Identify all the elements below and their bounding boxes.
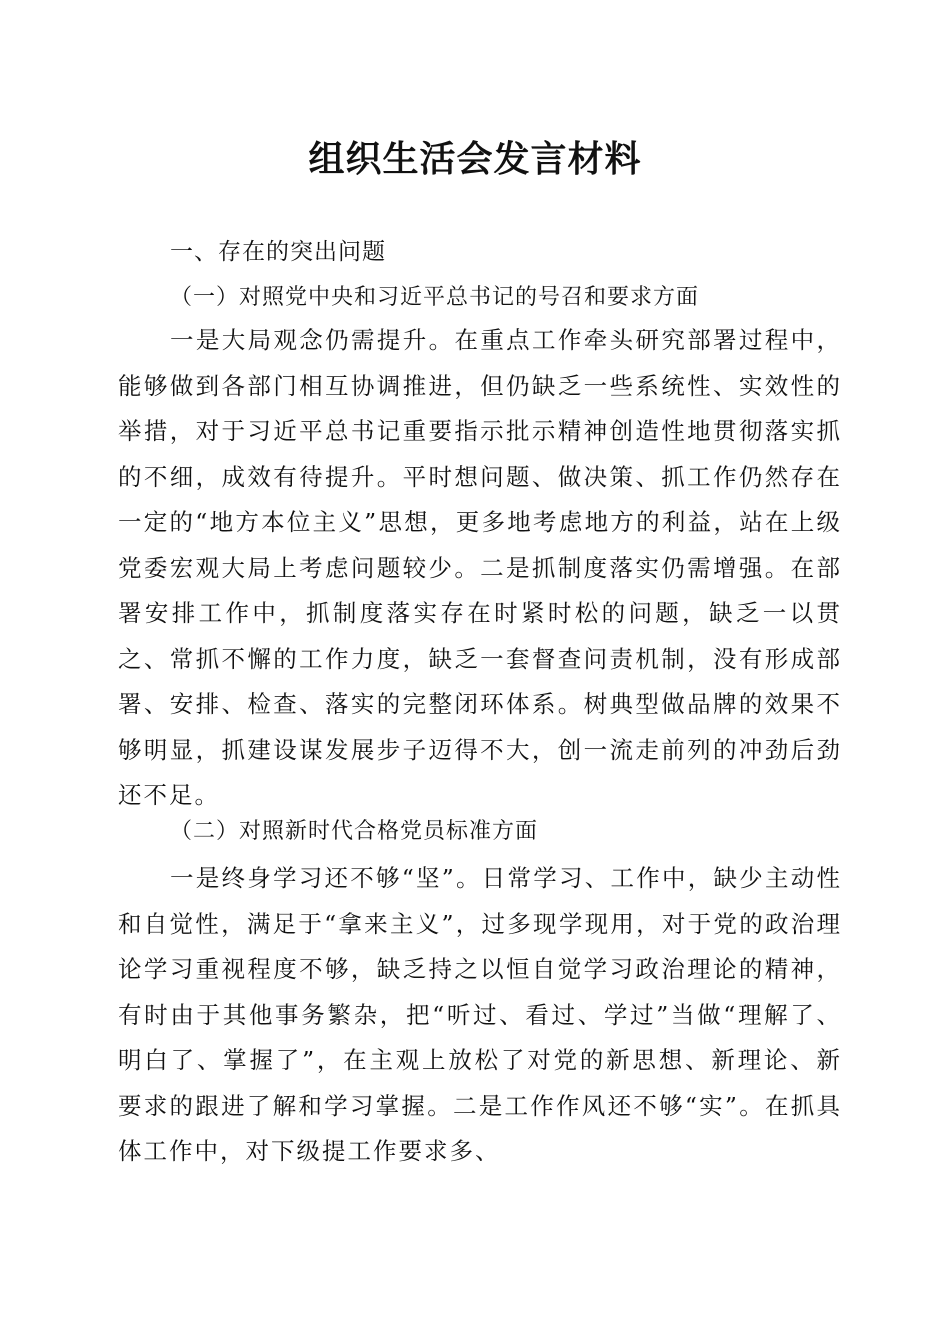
section-heading-1: 一、存在的突出问题 <box>170 239 386 265</box>
paragraph-2: 一是终身学习还不够“坚”。日常学习、工作中，缺少主动性和自觉性，满足于“拿来主义”，过多现学现用，对于党的政治理论学习重视程度不够，缺乏持之以恒自觉学习政治理论的精神，有时由于其他事务繁杂，把“听过、看过、学过”当做“理解了、明白了、掌握了”，在主观上放松了对党的新思想、新理论、新要求的跟进了解和学习掌握。二是工作作风还不够“实”。在抓具体工作中，对下级提工作要求多、 <box>118 864 842 1165</box>
subsection-heading-2: （二）对照新时代合格党员标准方面 <box>170 819 539 844</box>
subsection-heading-1: （一）对照党中央和习近平总书记的号召和要求方面 <box>170 285 700 310</box>
document-title: 组织生活会发言材料 <box>308 139 642 180</box>
paragraph-1: 一是大局观念仍需提升。在重点工作牵头研究部署过程中，能够做到各部门相互协调推进，但仍缺乏一些系统性、实效性的举措，对于习近平总书记重要指示批示精神创造性地贯彻落实抓的不细，成效有待提升。平时想问题、做决策、抓工作仍然存在一定的“地方本位主义”思想，更多地考虑地方的利益，站在上级党委宏观大局上考虑问题较少。二是抓制度落实仍需增强。在部署安排工作中，抓制度落实存在时紧时松的问题，缺乏一以贯之、常抓不懈的工作力度，缺乏一套督查问责机制，没有形成部署、安排、检查、落实的完整闭环体系。树典型做品牌的效果不够明显，抓建设谋发展步子迈得不大，创一流走前列的冲劲后劲还不足。 <box>118 326 842 809</box>
